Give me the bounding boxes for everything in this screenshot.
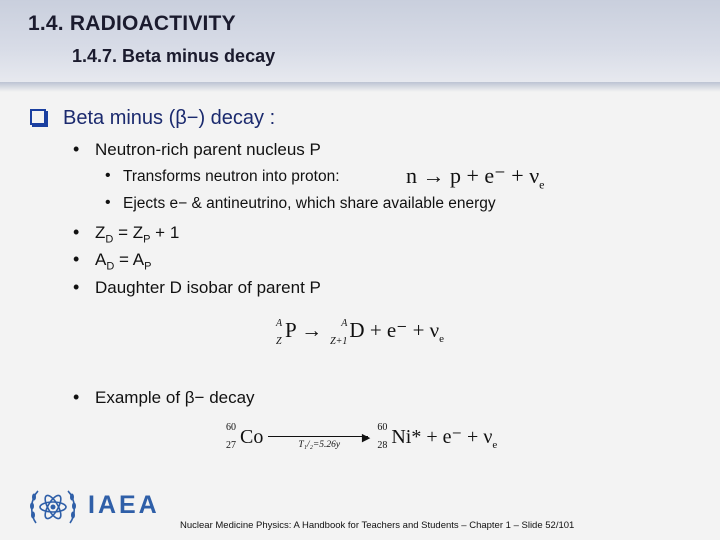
sub-bullet-transforms <box>105 167 340 186</box>
bullet-dot-icon: • <box>73 249 80 269</box>
bullet-dot-icon: • <box>73 277 80 297</box>
page-subtitle: 1.4.7. Beta minus decay <box>72 46 276 66</box>
bullet-dot-icon: • <box>73 139 80 159</box>
bullet-text: Transforms neutron into proton: <box>123 168 340 185</box>
bullet-text: Neutron-rich parent nucleus P <box>95 140 321 159</box>
bullet-text: Ejects e− & antineutrino, which share available energy <box>123 195 496 212</box>
bullet-dot-icon: • <box>105 194 111 211</box>
checkbox-bullet-icon <box>30 109 46 125</box>
bullet-z-relation: • $Z_D = Z_P + 1$ <box>73 222 180 246</box>
bullet-text: Daughter D isobar of parent P <box>95 278 321 297</box>
bullet-parent-nucleus <box>73 139 321 160</box>
bullet-dot-icon: • <box>73 222 80 242</box>
sub-bullet-ejects <box>105 194 496 213</box>
page-title: 1.4. RADIOACTIVITY <box>28 12 236 35</box>
bullet-text: Example of β− decay <box>95 388 255 407</box>
bullet-dot-icon: • <box>105 167 111 184</box>
bullet-example <box>73 387 255 408</box>
section-heading: Beta minus (β−) decay : <box>63 107 276 129</box>
bullet-dot-icon: • <box>73 387 80 407</box>
bullet-isobar <box>73 277 321 298</box>
slide-footer: Nuclear Medicine Physics: A Handbook for Teachers and Students – Chapter 1 – Slide 52/101 <box>180 520 575 531</box>
bullet-a-relation: • $A_D = A_P$ <box>73 249 152 273</box>
header-shadow <box>0 82 720 92</box>
equation-neutron-decay: $n \to p + e^- + \nu_e$ <box>406 163 545 192</box>
atom-laurel-icon <box>28 485 78 529</box>
equation-general-beta-minus: A Z P → A Z+1 $D + e^- + \nu_e$ <box>276 318 445 348</box>
iaea-logo-text: IAEA <box>88 491 160 519</box>
equation-cobalt-decay: 60 27 Co ▶ T₁/₂=5.26y 60 28 $Ni* + e^- + \nu_e$ <box>226 422 498 452</box>
